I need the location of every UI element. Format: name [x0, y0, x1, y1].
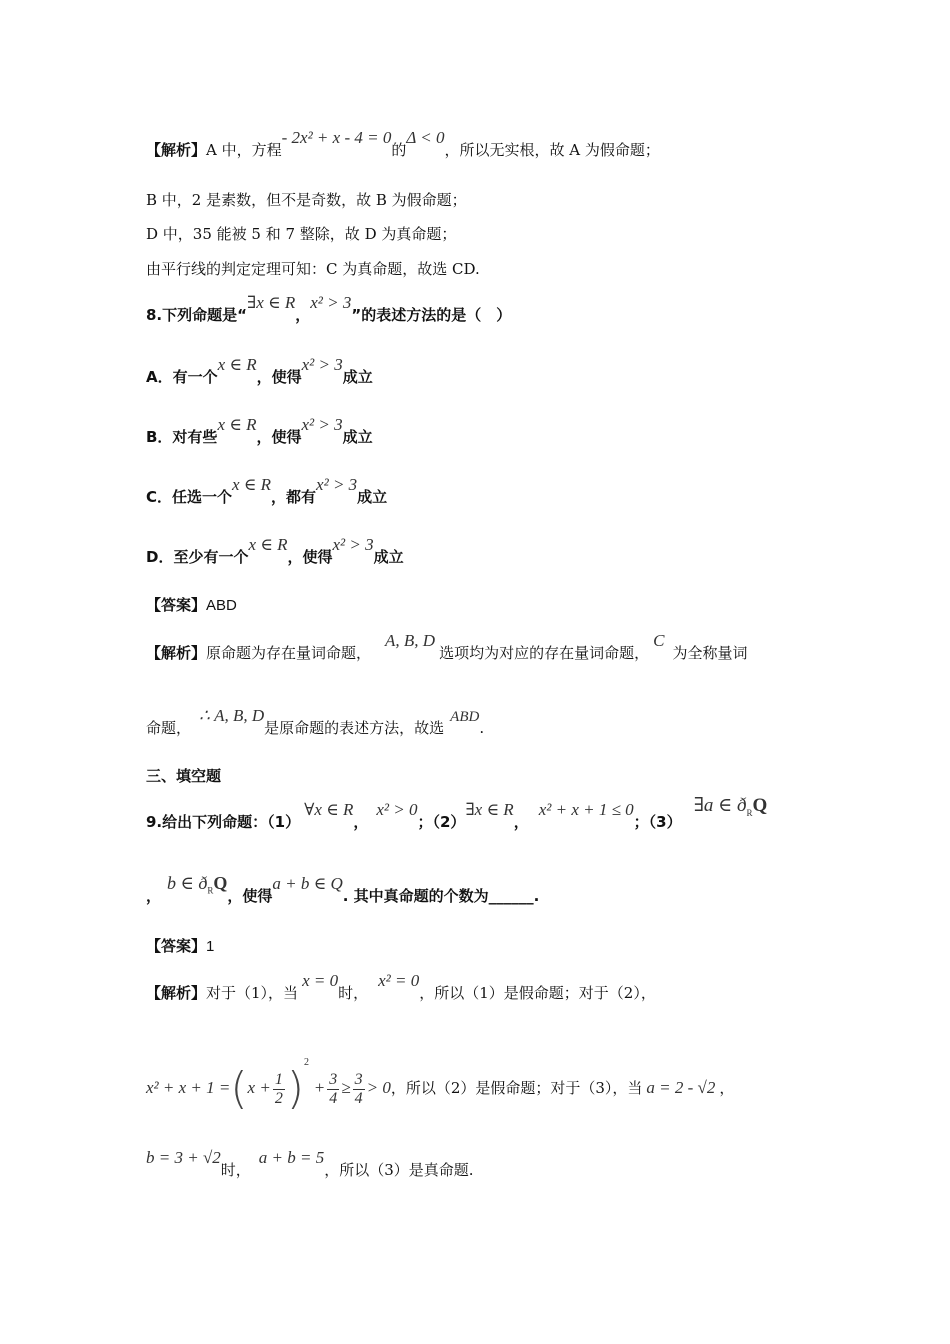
explanation-8-line-1: 【解析】原命题为存在量词命题，A, B, D选项均为对应的存在量词命题，C为全称量词 [146, 631, 748, 662]
answer-9: 【答案】1 [146, 937, 215, 955]
question-9-line-1: 9.给出下列命题：（1）∀x ∈ R，x² > 0；（2）∃x ∈ R，x² + x + 1 ≤ 0；（3）∃a ∈ $ð_RQ$ [146, 795, 768, 831]
option-b: B．对有些x ∈ R，使得x² > 3成立 [146, 415, 373, 446]
math-delta: Δ < 0 [406, 128, 445, 147]
analysis-line-2: B 中，2 是素数，但不是奇数，故 B 为假命题； [146, 191, 467, 209]
answer-8 [146, 595, 237, 616]
analysis-line-1: 【解析】A 中，方程- 2x² + x - 4 = 0的Δ < 0，所以无实根，故 A 为假命题； [146, 128, 660, 159]
analysis-line-4: 由平行线的判定定理可知：C 为真命题，故选 CD. [146, 260, 480, 278]
analysis-line-3: D 中，35 能被 5 和 7 整除，故 D 为真命题； [146, 225, 457, 243]
option-c: C．任选一个x ∈ R，都有x² > 3成立 [146, 475, 388, 506]
explanation-8-line-2: 命题，∴ A, B, D是原命题的表述方法，故选ABD. [146, 706, 485, 737]
question-8: 8.下列命题是“∃x ∈ R，x² > 3”的表述方法的是（ ） [146, 293, 512, 324]
option-d: D．至少有一个x ∈ R，使得x² > 3成立 [146, 535, 404, 566]
fraction-half: $\frac{1}{2}$ [274, 1070, 283, 1107]
analysis-tag: 【解析】 [146, 141, 207, 159]
section-title: 三、填空题 [146, 767, 222, 785]
option-a: A．有一个x ∈ R，使得x² > 3成立 [146, 355, 373, 386]
explanation-9-line-1: 【解析】对于（1），当x = 0时，x² = 0，所以（1）是假命题；对于（2）， [146, 971, 656, 1002]
explanation-9-line-2: x² + x + 1 =(x + $\frac{1}{2}$ )$^2$ + $\frac{3}{4}$ ≥ $\frac{3}{4}$ > 0，所以（2）是假命题；对于（3），当 a = 2 - √2 ， [146, 1057, 735, 1114]
explanation-9-line-3: b = 3 + √2时，a + b = 5，所以（3）是真命题. [146, 1148, 474, 1179]
answer-value: ABD [206, 597, 237, 614]
question-9-line-2: ，b ∈ $ð_RQ$，使得a + b ∈ Q. 其中真命题的个数为______. [146, 873, 540, 905]
answer-tag: 【答案】 [146, 596, 207, 614]
math-equation: - 2x² + x - 4 = 0 [281, 128, 392, 147]
